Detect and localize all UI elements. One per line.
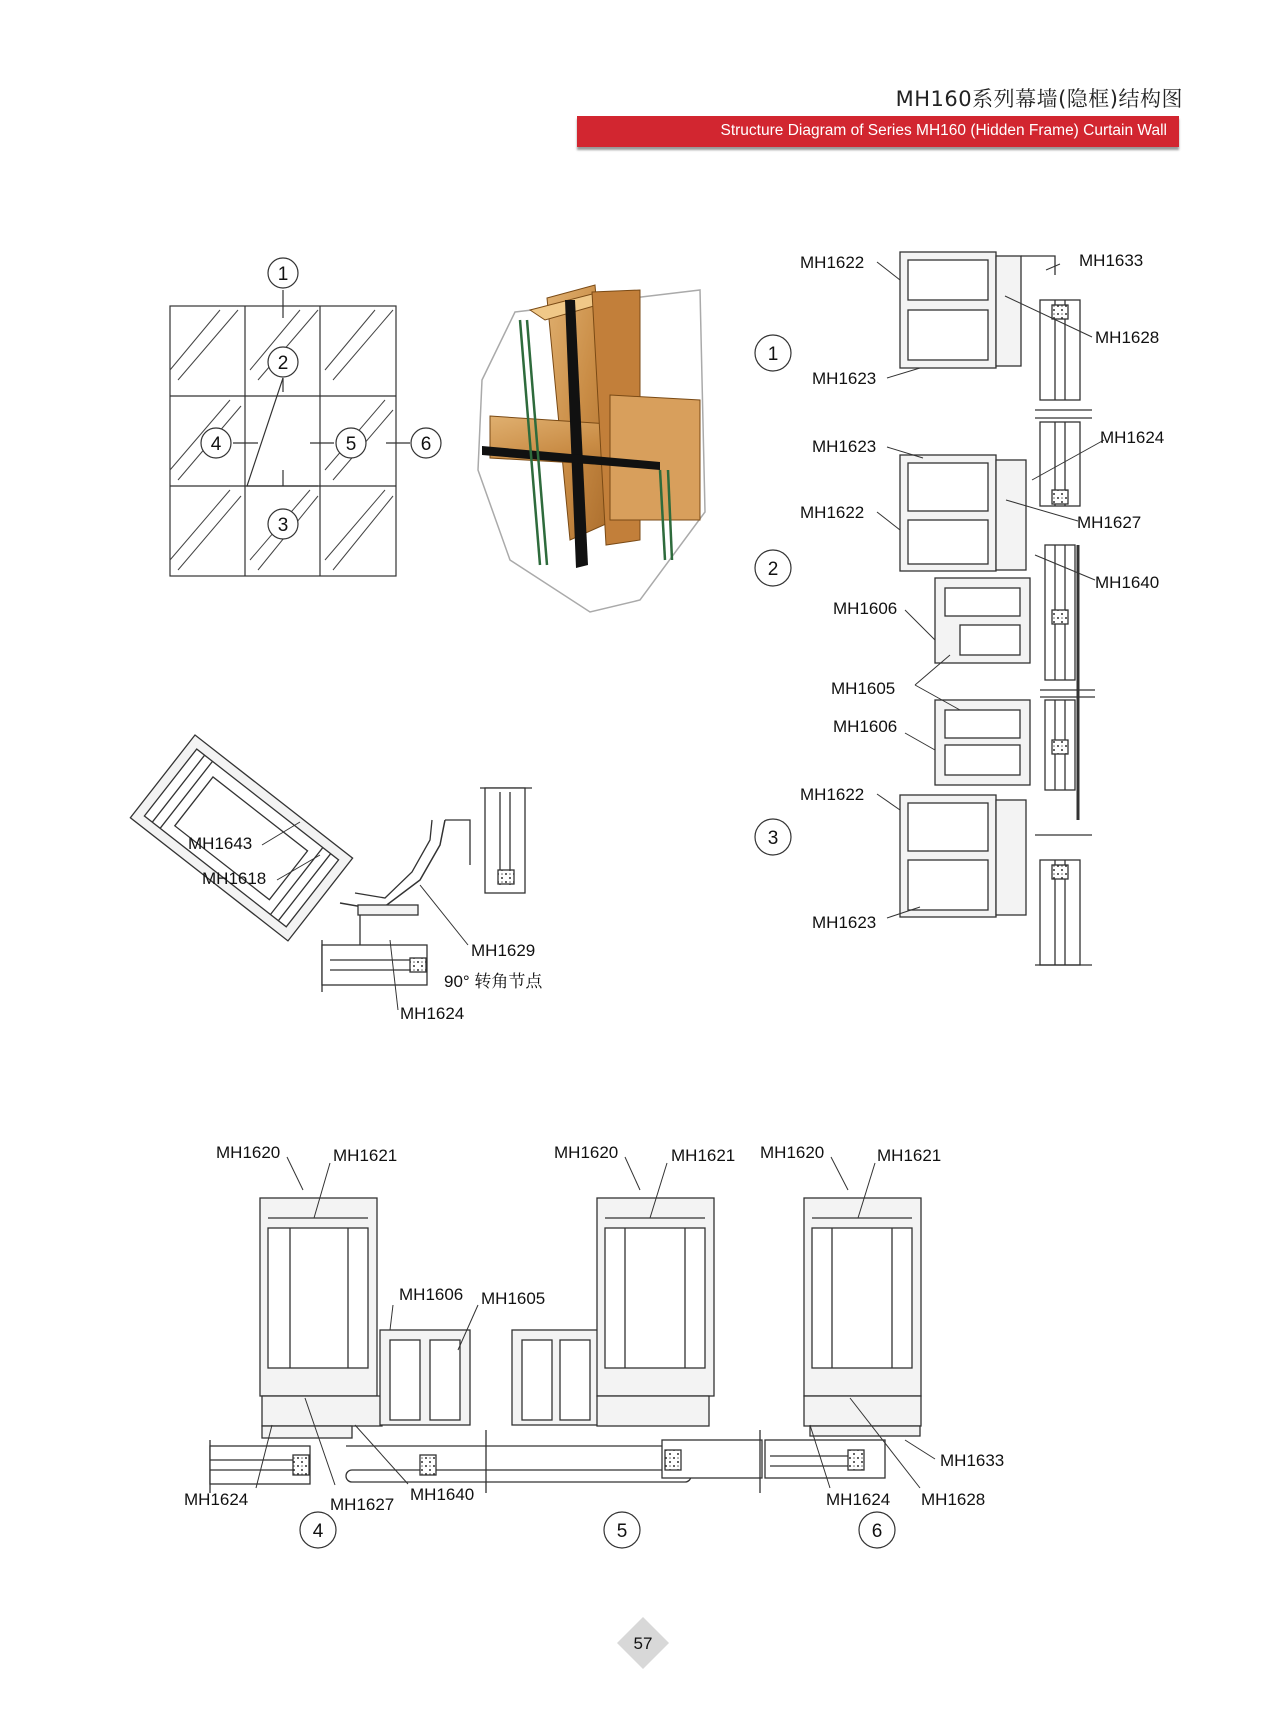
svg-text:5: 5 xyxy=(616,1521,628,1542)
marker-4 xyxy=(300,1512,336,1548)
marker-2 xyxy=(755,550,791,586)
svg-text:6: 6 xyxy=(871,1521,883,1542)
marker-2 xyxy=(268,347,298,377)
svg-text:MH1627: MH1627 xyxy=(1077,513,1142,532)
marker-5 xyxy=(336,428,366,458)
svg-text:1: 1 xyxy=(767,344,779,365)
marker-6 xyxy=(411,428,441,458)
vertical-section xyxy=(877,252,1104,965)
svg-text:MH1640: MH1640 xyxy=(1095,573,1160,592)
svg-text:MH1624: MH1624 xyxy=(400,1004,465,1023)
svg-text:MH1620: MH1620 xyxy=(554,1143,619,1162)
svg-text:MH1624: MH1624 xyxy=(826,1490,891,1509)
svg-text:MH1622: MH1622 xyxy=(800,503,865,522)
elevation-markers xyxy=(201,258,441,539)
svg-text:MH1606: MH1606 xyxy=(399,1285,464,1304)
svg-text:MH1606: MH1606 xyxy=(833,599,898,618)
horizontal-section-markers xyxy=(300,1512,895,1548)
svg-text:MH1606: MH1606 xyxy=(833,717,898,736)
marker-4 xyxy=(201,428,231,458)
svg-text:3: 3 xyxy=(277,515,289,536)
svg-text:MH1605: MH1605 xyxy=(481,1289,546,1308)
horizontal-sections xyxy=(210,1157,935,1493)
marker-1 xyxy=(755,335,791,371)
vertical-section-markers xyxy=(755,335,791,855)
svg-text:MH1640: MH1640 xyxy=(410,1485,475,1504)
svg-text:MH1629: MH1629 xyxy=(471,941,536,960)
svg-text:2: 2 xyxy=(277,353,289,374)
svg-text:MH1621: MH1621 xyxy=(671,1146,736,1165)
svg-text:90° 转角节点: 90° 转角节点 xyxy=(444,972,543,991)
svg-text:MH1628: MH1628 xyxy=(1095,328,1160,347)
page-number-badge xyxy=(617,1617,669,1669)
marker-6 xyxy=(859,1512,895,1548)
svg-text:MH1633: MH1633 xyxy=(1079,251,1144,270)
svg-text:MH1618: MH1618 xyxy=(202,869,267,888)
profile-3d-render xyxy=(478,285,705,612)
marker-5 xyxy=(604,1512,640,1548)
marker-1 xyxy=(268,258,298,288)
svg-text:MH1620: MH1620 xyxy=(216,1143,281,1162)
svg-text:3: 3 xyxy=(767,828,779,849)
svg-text:MH1633: MH1633 xyxy=(940,1451,1005,1470)
page-number: 57 xyxy=(633,1634,653,1653)
svg-text:MH1605: MH1605 xyxy=(831,679,896,698)
svg-text:6: 6 xyxy=(420,434,432,455)
svg-text:MH1624: MH1624 xyxy=(1100,428,1165,447)
svg-text:MH1628: MH1628 xyxy=(921,1490,986,1509)
svg-text:MH1623: MH1623 xyxy=(812,437,877,456)
svg-text:MH1624: MH1624 xyxy=(184,1490,249,1509)
svg-text:MH1622: MH1622 xyxy=(800,785,865,804)
svg-text:MH1621: MH1621 xyxy=(877,1146,942,1165)
marker-3 xyxy=(268,509,298,539)
corner-detail xyxy=(130,735,532,1010)
svg-text:MH1627: MH1627 xyxy=(330,1495,395,1514)
svg-text:MH1623: MH1623 xyxy=(812,369,877,388)
svg-text:2: 2 xyxy=(767,559,779,580)
svg-text:4: 4 xyxy=(210,434,222,455)
svg-text:MH1621: MH1621 xyxy=(333,1146,398,1165)
svg-text:MH1623: MH1623 xyxy=(812,913,877,932)
page-title: MH160系列幕墙(隐框)结构图 xyxy=(895,87,1183,111)
svg-text:1: 1 xyxy=(277,264,289,285)
svg-text:MH1622: MH1622 xyxy=(800,253,865,272)
svg-text:MH1643: MH1643 xyxy=(188,834,253,853)
svg-text:MH1620: MH1620 xyxy=(760,1143,825,1162)
svg-text:4: 4 xyxy=(312,1521,324,1542)
subtitle-text: Structure Diagram of Series MH160 (Hidden Frame) Curtain Wall xyxy=(720,122,1167,139)
marker-3 xyxy=(755,819,791,855)
svg-text:5: 5 xyxy=(345,434,357,455)
